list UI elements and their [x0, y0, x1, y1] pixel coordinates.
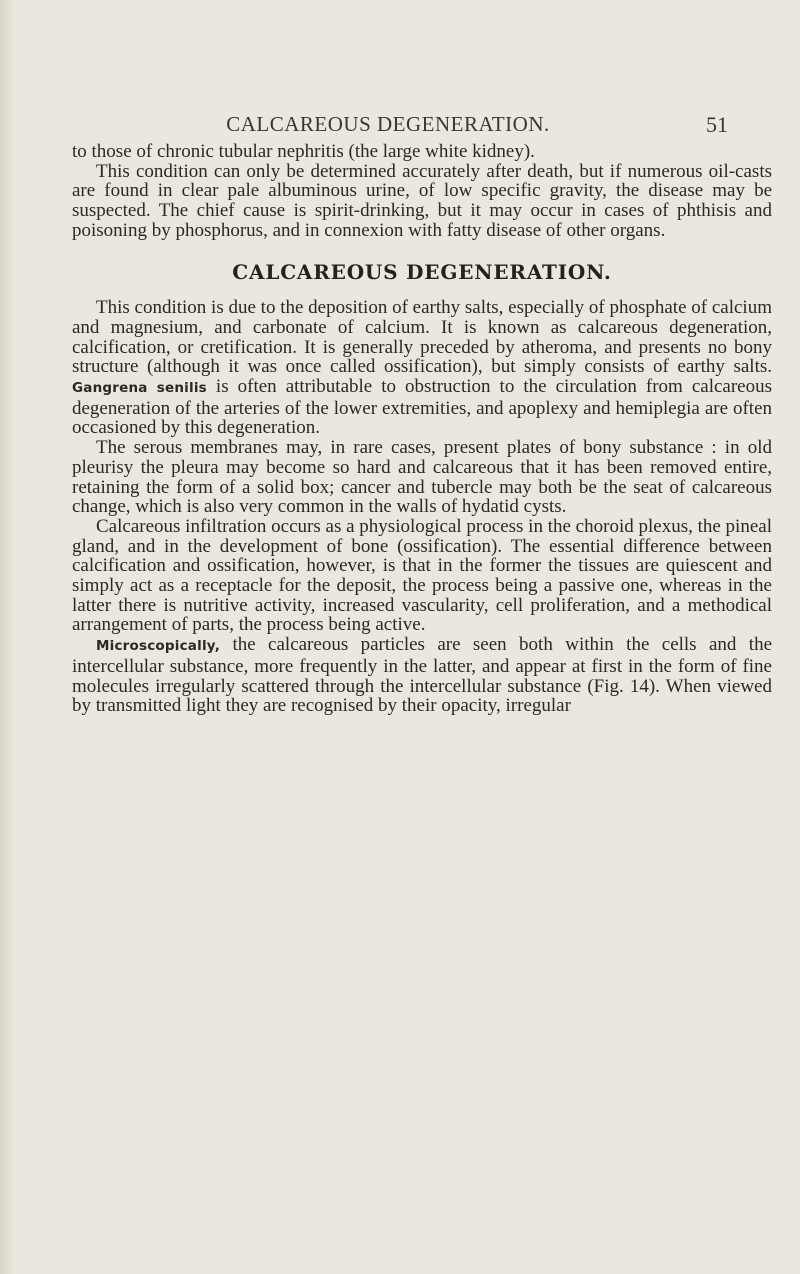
paragraph-definition: [72, 298, 772, 438]
running-head-title: CALCAREOUS DEGENERATION.: [226, 112, 550, 136]
paragraph-diagnosis: This condition can only be determined accurately after death, but if numerous oil-casts are found in clear pale albuminous urine, of low specific gravity, the disease may be suspected. The chief cause is spirit-drinking, but it may occur in cases of phthisis and poisoning by phosphorus, and in connexion with fatty disease of other organs.: [72, 160, 772, 241]
page-gutter-shadow: [0, 0, 14, 1274]
paragraph-microscopically: [72, 635, 772, 716]
paragraph-continuation: to those of chronic tubular nephritis (the large white kidney).: [72, 141, 535, 162]
paragraph-microscopically-text: the calcareous particles are seen both within the cells and the intercellular substance, more frequently in the latter, and appear at first in the form of fine molecules irregularly scattered through the intercellular substance (Fig. 14). When viewed by transmitted light they are recognised by their opacity, irregular: [72, 634, 772, 717]
section-heading: CALCAREOUS DEGENERATION.: [232, 259, 612, 284]
running-head: [72, 112, 584, 137]
paragraph-calcareous-infiltration: Calcareous infiltration occurs as a physiological process in the choroid plexus, the pineal gland, and in the development of bone (ossification). The essential difference between calcification and ossification, however, is that in the former the tissues are quiescent and simply act as a receptacle for the deposit, the process being a passive one, whereas in the latter there is nutritive activity, increased vascularity, cell proliferation, and a methodical arrangement of parts, the process being active.: [72, 515, 772, 636]
paragraph-definition-text: This condition is due to the deposition of earthy salts, especially of phosphate of calcium and magnesium, and carbonate of calcium. It is known as calcareous degeneration, calcification, or cretification. It is generally preceded by atheroma, and presents no bony structure (although it was once called ossification), but simply consists of earthy salts.: [72, 297, 772, 378]
run-in-term-microscopically: Microscopically,: [96, 638, 221, 655]
body-text: [72, 142, 772, 716]
paragraph-definition-text-continued: is often attributable to obstruction to the circulation from calcareous degeneration of the arteries of the lower extremities, and apoplexy and hemiplegia are often occasioned by this degeneration.: [72, 376, 772, 439]
paragraph-serous-membranes: The serous membranes may, in rare cases, present plates of bony substance : in old pleurisy the pleura may become so hard and calcareous that it has been removed entire, retaining the form of a solid box; cancer and tubercle may both be the seat of calcareous change, which is also very common in the walls of hydatid cysts.: [72, 437, 772, 518]
page-number: 51: [706, 112, 728, 137]
run-in-term-gangrena-senilis: Gangrena senilis: [72, 380, 207, 397]
